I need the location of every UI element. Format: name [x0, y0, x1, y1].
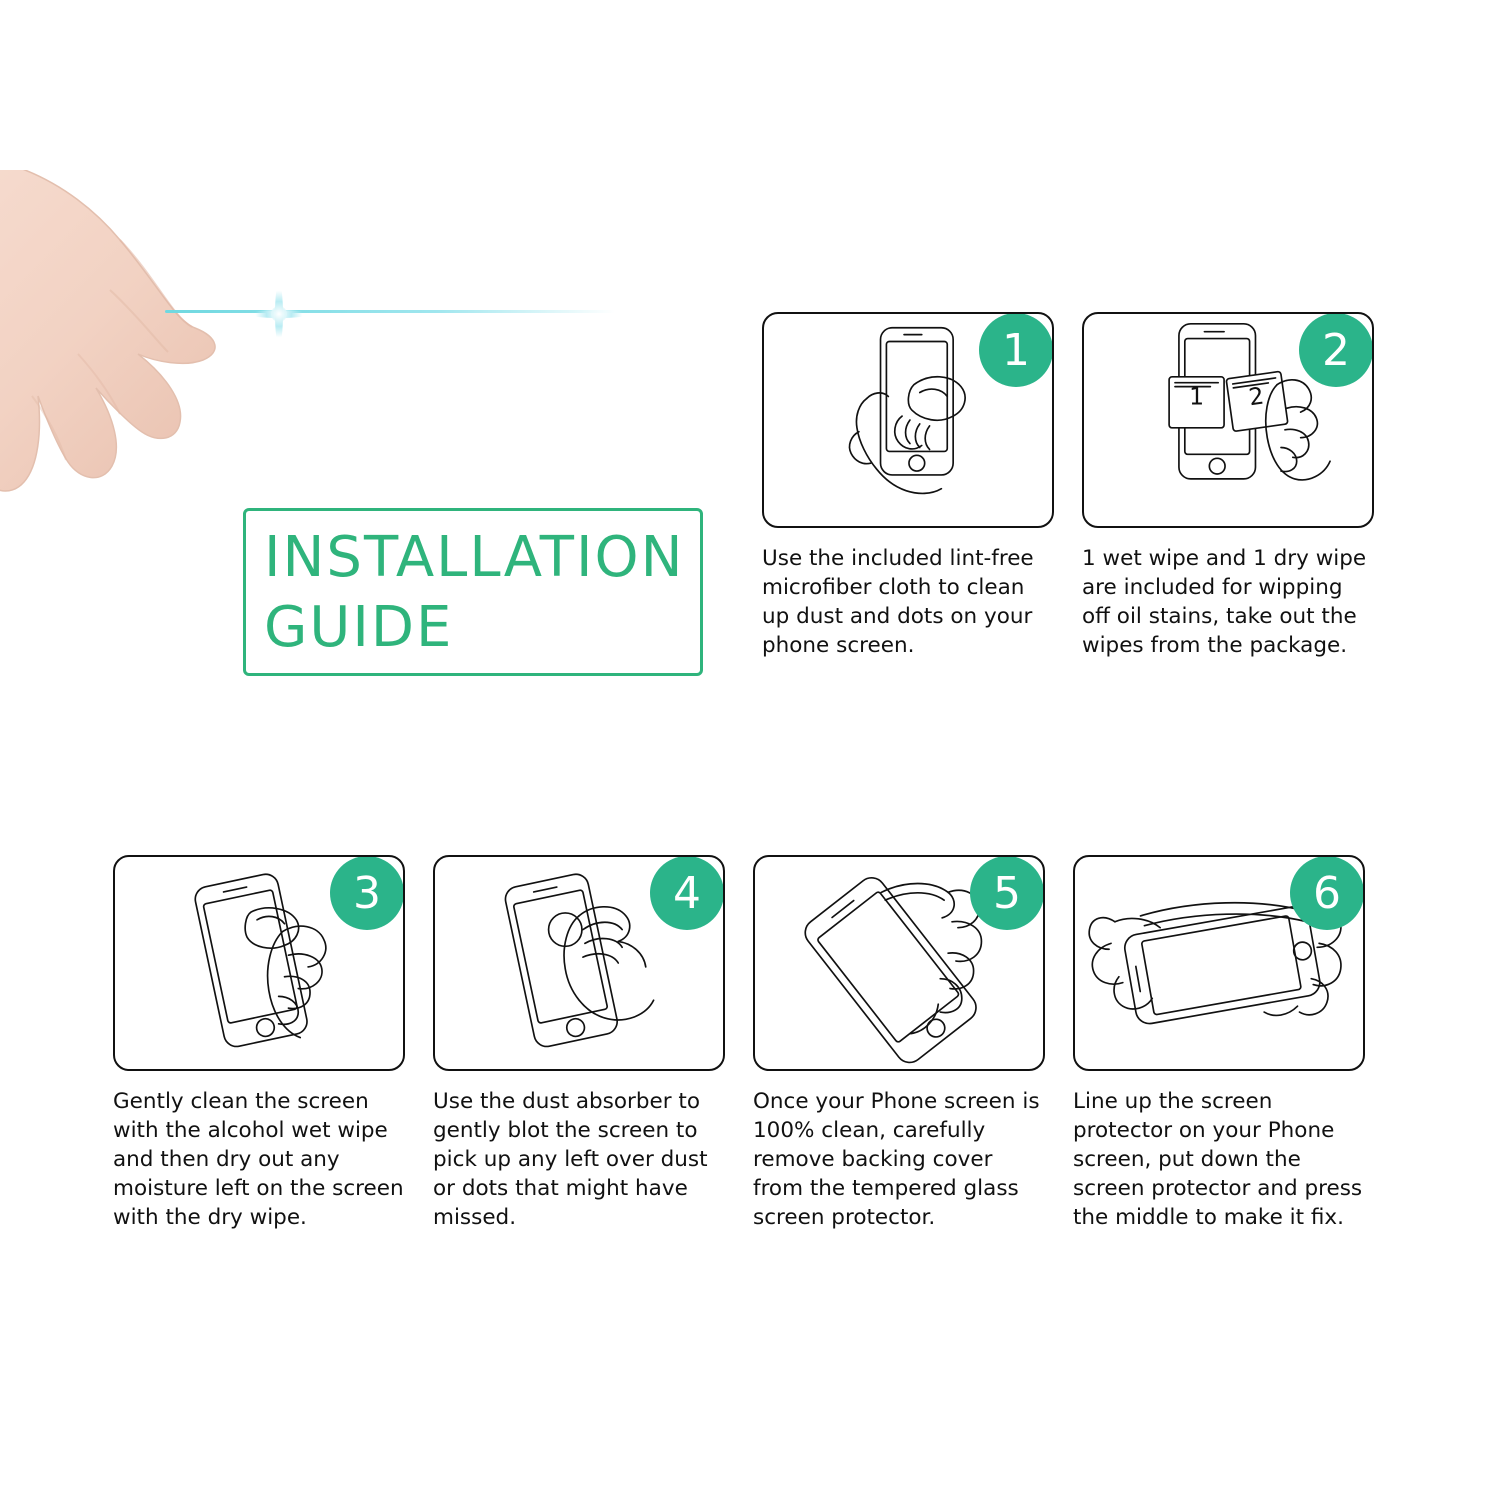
tempered-glass-edge [165, 310, 615, 313]
step-2-panel [1082, 312, 1374, 528]
step-3-badge: 3 [330, 856, 404, 930]
step-6-badge: 6 [1290, 856, 1364, 930]
step-3 [113, 855, 405, 1232]
step-5-panel [753, 855, 1045, 1071]
steps-row-top [762, 312, 1402, 660]
step-3-panel [113, 855, 405, 1071]
step-1-badge: 1 [979, 313, 1053, 387]
step-5 [753, 855, 1045, 1232]
step-3-caption: Gently clean the screen with the alcohol wet wipe and then dry out any moisture left on the screen with the dry wipe. [113, 1089, 404, 1230]
step-6-panel [1073, 855, 1365, 1071]
step-1 [762, 312, 1054, 660]
svg-text:2: 2 [1246, 381, 1266, 412]
step-2-badge: 2 [1299, 313, 1373, 387]
step-4-caption: Use the dust absorber to gently blot the screen to pick up any left over dust or dots that might have missed. [433, 1089, 708, 1230]
step-2-caption: 1 wet wipe and 1 dry wipe are included for wipping off oil stains, take out the wipes from the package. [1082, 546, 1367, 658]
step-5-caption: Once your Phone screen is 100% clean, carefully remove backing cover from the tempered glass screen protector. [753, 1089, 1040, 1230]
steps-row-bottom [113, 855, 1403, 1232]
step-4 [433, 855, 725, 1232]
hand-icon [0, 170, 260, 610]
page-title [243, 508, 703, 676]
svg-text:1: 1 [1189, 382, 1205, 411]
sparkle-icon [248, 283, 310, 345]
step-5-badge: 5 [970, 856, 1044, 930]
step-1-caption: Use the included lint-free microfiber cloth to clean up dust and dots on your phone screen. [762, 546, 1034, 658]
title-line-1: INSTALLATION [264, 525, 685, 590]
step-2 [1082, 312, 1374, 660]
step-1-panel [762, 312, 1054, 528]
title-line-2: GUIDE [264, 595, 454, 660]
step-6 [1073, 855, 1365, 1232]
step-4-panel [433, 855, 725, 1071]
step-4-badge: 4 [650, 856, 724, 930]
step-6-caption: Line up the screen protector on your Phone screen, put down the screen protector and press the middle to make it fix. [1073, 1089, 1363, 1230]
